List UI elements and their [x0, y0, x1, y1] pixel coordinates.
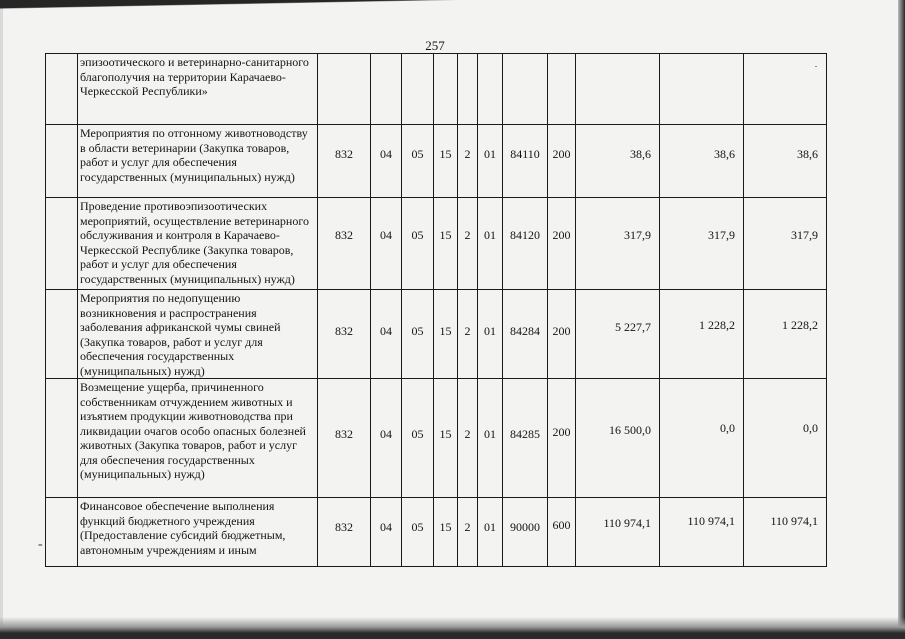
subsection-code: 05 [402, 198, 434, 290]
row-description: эпизоотического и ветеринарно-санитарного благополучия на территории Карачаево-Черкесской Республики» [78, 54, 318, 125]
amount-3: 1 228,2 [744, 290, 827, 379]
row-description: Проведение противоэпизоотических мероприятий, осуществление ветеринарного обслуживания и контроля в Карачаево-Черкесской Республике (Закупка товаров, работ и услуг для обеспечения государственных (муниципальных) нужд) [78, 198, 318, 290]
table-row [46, 498, 827, 567]
ministry-code: 832 [318, 498, 371, 567]
ministry-code: 832 [318, 125, 371, 198]
program-code [434, 54, 458, 125]
section-code: 04 [371, 198, 402, 290]
row-description: Мероприятия по отгонному животноводству в области ветеринарии (Закупка товаров, работ и услуг для обеспечения государственных (муниципальных) нужд) [78, 125, 318, 198]
subsection-code [402, 54, 434, 125]
row-marker-cell [46, 498, 78, 567]
main-event-code: 01 [478, 379, 503, 498]
subprogram-code: 2 [458, 125, 478, 198]
row-description: Мероприятия по недопущению возникновения и распространения заболевания африканской чумы свиней (Закупка товаров, работ и услуг для обеспечения государственных (муниципальных) нужд) [78, 290, 318, 379]
program-code: 15 [434, 125, 458, 198]
expense-type-code: 200 [548, 125, 576, 198]
expense-type-code: 200 [548, 198, 576, 290]
expense-type-code: 200 [548, 290, 576, 379]
direction-code: 90000 [503, 498, 548, 567]
section-code [371, 54, 402, 125]
main-event-code: 01 [478, 125, 503, 198]
subprogram-code: 2 [458, 198, 478, 290]
amount-2: 0,0 [660, 379, 744, 498]
subprogram-code: 2 [458, 498, 478, 567]
amount-2: 38,6 [660, 125, 744, 198]
scan-bottom-edge [0, 617, 905, 639]
section-code: 04 [371, 498, 402, 567]
amount-3: 38,6 [744, 125, 827, 198]
ministry-code: 832 [318, 290, 371, 379]
program-code: 15 [434, 379, 458, 498]
subsection-code: 05 [402, 125, 434, 198]
amount-3: 110 974,1 [744, 498, 827, 567]
ministry-code: 832 [318, 379, 371, 498]
ministry-code: 832 [318, 198, 371, 290]
amount-3 [744, 54, 827, 125]
section-code: 04 [371, 125, 402, 198]
section-code: 04 [371, 290, 402, 379]
row-marker-cell [46, 125, 78, 198]
ministry-code [318, 54, 371, 125]
section-code: 04 [371, 379, 402, 498]
amount-3: 317,9 [744, 198, 827, 290]
scan-left-edge [0, 0, 3, 639]
main-event-code [478, 54, 503, 125]
table-row [46, 379, 827, 498]
amount-2: 110 974,1 [660, 498, 744, 567]
margin-tick-mark: ‐ [38, 537, 43, 552]
budget-table [45, 53, 827, 567]
amount-3: 0,0 [744, 379, 827, 498]
scan-right-edge [898, 0, 905, 639]
program-code: 15 [434, 498, 458, 567]
direction-code: 84285 [503, 379, 548, 498]
direction-code: 84110 [503, 125, 548, 198]
subprogram-code: 2 [458, 290, 478, 379]
subsection-code: 05 [402, 290, 434, 379]
main-event-code: 01 [478, 198, 503, 290]
row-marker-cell [46, 54, 78, 125]
expense-type-code: 600 [548, 498, 576, 567]
program-code: 15 [434, 290, 458, 379]
row-description: Финансовое обеспечение выполнения функций бюджетного учреждения (Предоставление субсидий бюджетным, автономным учреждениям и иным [78, 498, 318, 567]
expense-type-code: 200 [548, 379, 576, 498]
amount-1: 110 974,1 [576, 498, 660, 567]
program-code: 15 [434, 198, 458, 290]
table-row [46, 290, 827, 379]
row-marker-cell [46, 290, 78, 379]
amount-1: 16 500,0 [576, 379, 660, 498]
scan-top-edge [0, 0, 905, 16]
direction-code [503, 54, 548, 125]
amount-2: 317,9 [660, 198, 744, 290]
main-event-code: 01 [478, 290, 503, 379]
row-description: Возмещение ущерба, причиненного собственникам отчуждением животных и изъятием продукции животноводства при ликвидации очагов особо опасных болезней животных (Закупка товаров, работ и услуг для обеспечения государственных (муниципальных) нужд) [78, 379, 318, 498]
row-marker-cell [46, 198, 78, 290]
amount-1: 5 227,7 [576, 290, 660, 379]
amount-1: 317,9 [576, 198, 660, 290]
subprogram-code [458, 54, 478, 125]
amount-2: 1 228,2 [660, 290, 744, 379]
page-number: 257 [425, 38, 445, 53]
table-row [46, 198, 827, 290]
scan-speck [815, 66, 817, 67]
amount-1: 38,6 [576, 125, 660, 198]
direction-code: 84284 [503, 290, 548, 379]
subsection-code: 05 [402, 498, 434, 567]
amount-1 [576, 54, 660, 125]
table-row [46, 54, 827, 125]
amount-2 [660, 54, 744, 125]
subsection-code: 05 [402, 379, 434, 498]
row-marker-cell [46, 379, 78, 498]
main-event-code: 01 [478, 498, 503, 567]
direction-code: 84120 [503, 198, 548, 290]
expense-type-code [548, 54, 576, 125]
table-row [46, 125, 827, 198]
subprogram-code: 2 [458, 379, 478, 498]
